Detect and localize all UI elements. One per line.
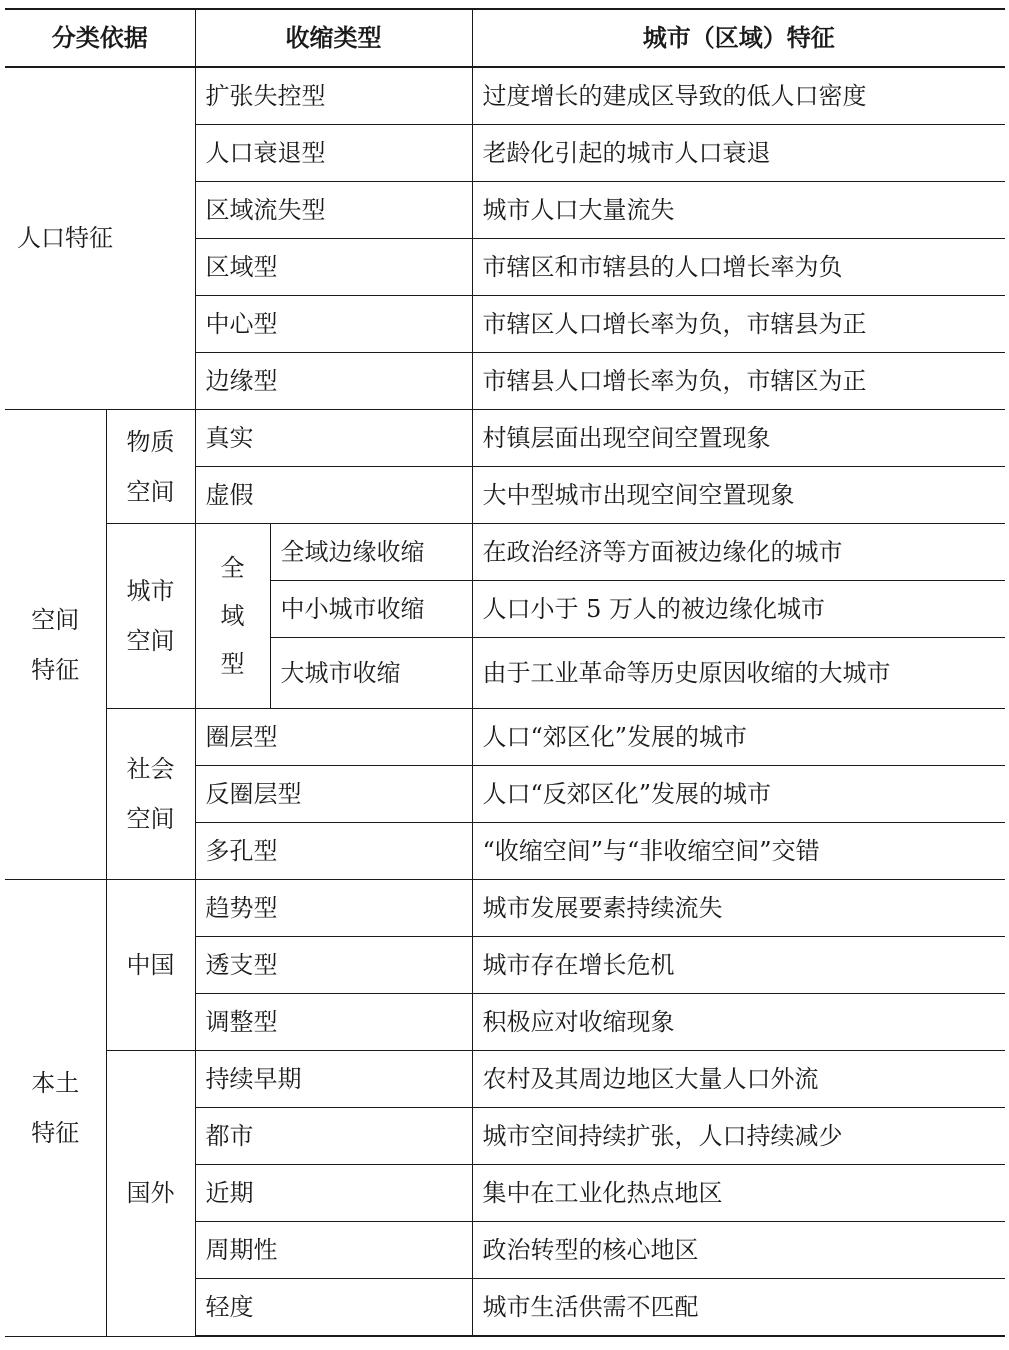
type-cell: 周期性 bbox=[195, 1222, 472, 1279]
type-cell: 趋势型 bbox=[195, 880, 472, 937]
feature-cell: 在政治经济等方面被边缘化的城市 bbox=[472, 524, 1005, 581]
feature-cell: 人口“郊区化”发展的城市 bbox=[472, 709, 1005, 766]
feature-cell: 大中型城市出现空间空置现象 bbox=[472, 467, 1005, 524]
subgroup-china: 中国 bbox=[106, 880, 195, 1051]
group-local-line1: 本土 bbox=[31, 1068, 80, 1097]
feature-cell: 由于工业革命等历史原因收缩的大城市 bbox=[472, 638, 1005, 709]
type-cell: 持续早期 bbox=[195, 1051, 472, 1108]
feature-cell: 城市发展要素持续流失 bbox=[472, 880, 1005, 937]
feature-cell: 城市空间持续扩张，人口持续减少 bbox=[472, 1108, 1005, 1165]
header-basis: 分类依据 bbox=[5, 9, 195, 67]
feature-cell: 市辖区和市辖县的人口增长率为负 bbox=[472, 239, 1005, 296]
header-row bbox=[5, 9, 1005, 67]
type-cell: 多孔型 bbox=[195, 823, 472, 880]
whole-char-2: 域 bbox=[220, 602, 245, 630]
table-row bbox=[5, 1051, 1005, 1108]
table-row bbox=[5, 524, 1005, 581]
subgroup-physical bbox=[106, 410, 195, 524]
table-row bbox=[5, 880, 1005, 937]
type-cell: 边缘型 bbox=[195, 353, 472, 410]
type-cell: 大城市收缩 bbox=[270, 638, 472, 709]
subgroup-social-line2: 空间 bbox=[126, 805, 175, 833]
feature-cell: 市辖区人口增长率为负，市辖县为正 bbox=[472, 296, 1005, 353]
group-local-line2: 特征 bbox=[31, 1118, 80, 1147]
feature-cell: 市辖县人口增长率为负，市辖区为正 bbox=[472, 353, 1005, 410]
subgroup-social-line1: 社会 bbox=[126, 755, 175, 783]
feature-cell: 过度增长的建成区导致的低人口密度 bbox=[472, 67, 1005, 125]
feature-cell: 城市存在增长危机 bbox=[472, 937, 1005, 994]
type-cell: 真实 bbox=[195, 410, 472, 467]
feature-cell: “收缩空间”与“非收缩空间”交错 bbox=[472, 823, 1005, 880]
subgroup-abroad: 国外 bbox=[106, 1051, 195, 1337]
type-cell: 反圈层型 bbox=[195, 766, 472, 823]
subgroup-urban-line2: 空间 bbox=[126, 627, 175, 655]
feature-cell: 集中在工业化热点地区 bbox=[472, 1165, 1005, 1222]
subgroup-social bbox=[106, 709, 195, 880]
feature-cell: 人口“反郊区化”发展的城市 bbox=[472, 766, 1005, 823]
group-population: 人口特征 bbox=[5, 67, 195, 410]
classification-table bbox=[5, 8, 1005, 1337]
type-cell: 扩张失控型 bbox=[195, 67, 472, 125]
type-cell: 调整型 bbox=[195, 994, 472, 1051]
table-row bbox=[5, 709, 1005, 766]
header-type: 收缩类型 bbox=[195, 9, 472, 67]
subgroup-urban-whole bbox=[195, 524, 270, 709]
table-row bbox=[5, 410, 1005, 467]
type-cell: 近期 bbox=[195, 1165, 472, 1222]
table-row bbox=[5, 67, 1005, 125]
type-cell: 区域流失型 bbox=[195, 182, 472, 239]
type-cell: 轻度 bbox=[195, 1279, 472, 1337]
feature-cell: 积极应对收缩现象 bbox=[472, 994, 1005, 1051]
type-cell: 全域边缘收缩 bbox=[270, 524, 472, 581]
header-feature: 城市（区域）特征 bbox=[472, 9, 1005, 67]
feature-cell: 人口小于 5 万人的被边缘化城市 bbox=[472, 581, 1005, 638]
subgroup-physical-line2: 空间 bbox=[126, 477, 175, 506]
feature-cell: 老龄化引起的城市人口衰退 bbox=[472, 125, 1005, 182]
type-cell: 透支型 bbox=[195, 937, 472, 994]
type-cell: 圈层型 bbox=[195, 709, 472, 766]
whole-char-1: 全 bbox=[220, 554, 245, 582]
type-cell: 虚假 bbox=[195, 467, 472, 524]
type-cell: 中心型 bbox=[195, 296, 472, 353]
type-cell: 都市 bbox=[195, 1108, 472, 1165]
feature-cell: 农村及其周边地区大量人口外流 bbox=[472, 1051, 1005, 1108]
group-spatial-line2: 特征 bbox=[31, 655, 80, 684]
feature-cell: 城市人口大量流失 bbox=[472, 182, 1005, 239]
feature-cell: 政治转型的核心地区 bbox=[472, 1222, 1005, 1279]
type-cell: 区域型 bbox=[195, 239, 472, 296]
subgroup-urban bbox=[106, 524, 195, 709]
whole-char-3: 型 bbox=[220, 650, 245, 678]
type-cell: 人口衰退型 bbox=[195, 125, 472, 182]
type-cell: 中小城市收缩 bbox=[270, 581, 472, 638]
group-spatial bbox=[5, 410, 106, 880]
subgroup-urban-line1: 城市 bbox=[126, 577, 175, 605]
feature-cell: 村镇层面出现空间空置现象 bbox=[472, 410, 1005, 467]
feature-cell: 城市生活供需不匹配 bbox=[472, 1279, 1005, 1337]
subgroup-physical-line1: 物质 bbox=[126, 427, 175, 456]
group-spatial-line1: 空间 bbox=[31, 605, 80, 634]
group-local bbox=[5, 880, 106, 1337]
